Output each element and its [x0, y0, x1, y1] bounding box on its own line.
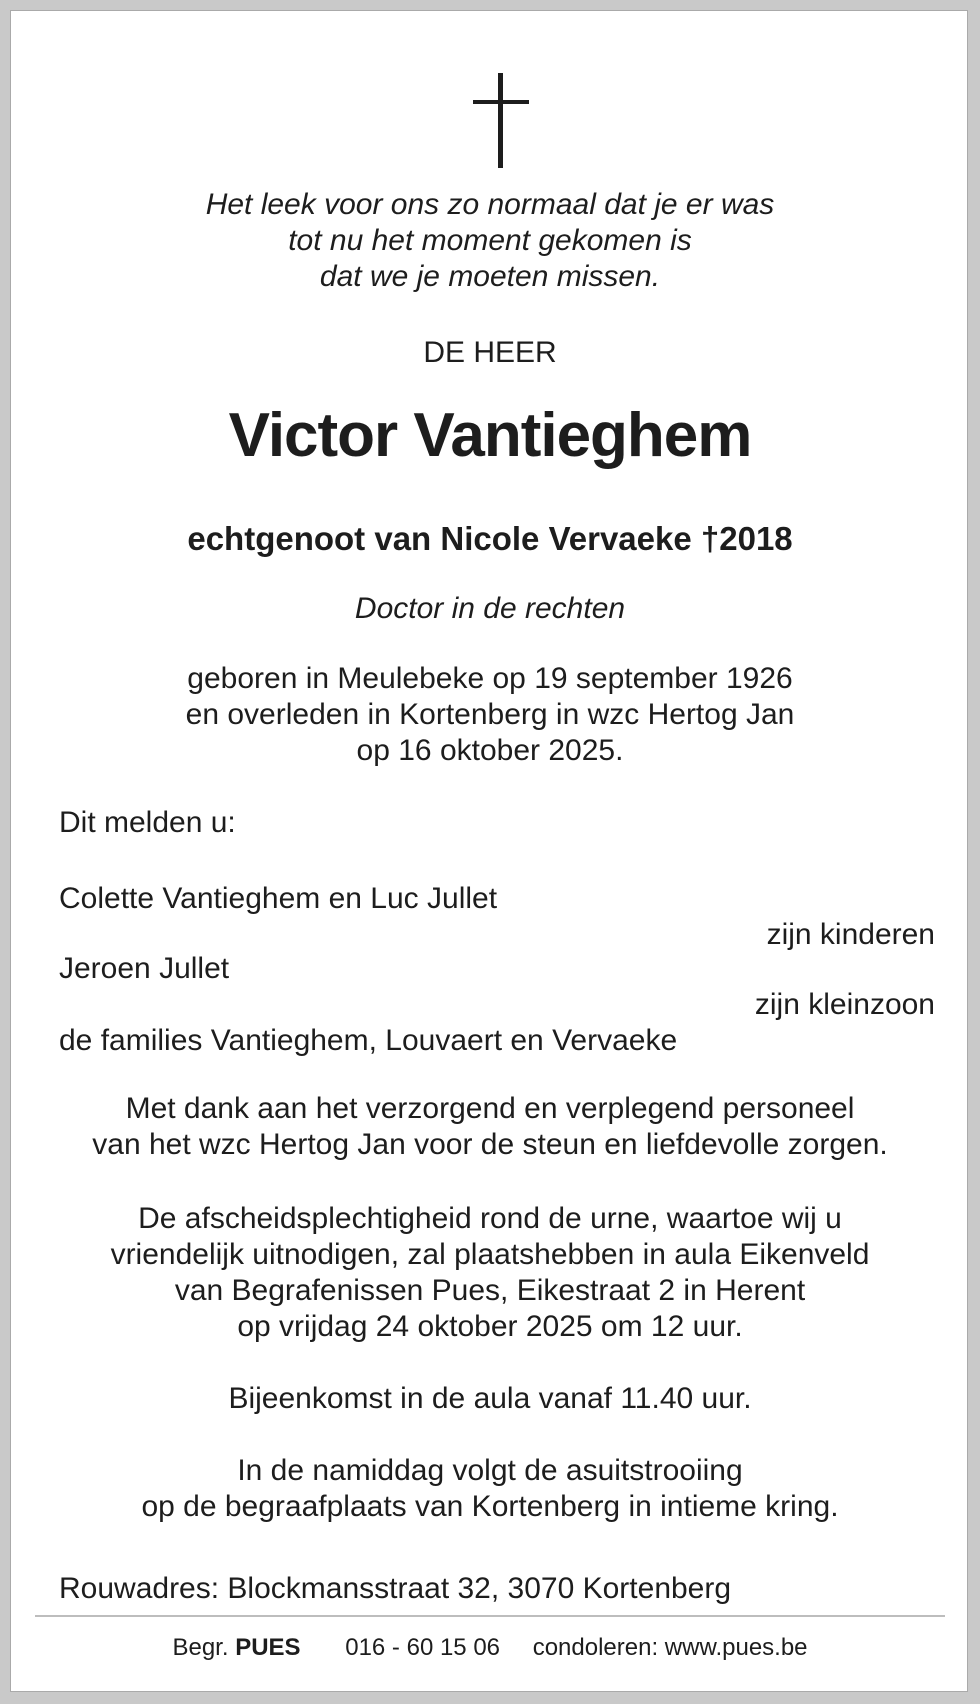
families-line: de families Vantieghem, Louvaert en Vervaeke: [59, 1024, 678, 1057]
ceremony-line-3: van Begrafenissen Pues, Eikestraat 2 in Herent: [174, 1274, 806, 1307]
footer-condolence-link[interactable]: condoleren: www.pues.be: [532, 1634, 808, 1661]
ceremony-line-4: op vrijdag 24 oktober 2025 om 12 uur.: [237, 1310, 743, 1343]
cross-icon: [473, 73, 529, 169]
grandson-role: zijn kleinzoon: [754, 988, 935, 1021]
grandson-name: Jeroen Jullet: [59, 952, 230, 985]
thanks-line-2: van het wzc Hertog Jan voor de steun en liefdevolle zorgen.: [92, 1128, 888, 1161]
spouse-line: echtgenoot van Nicole Vervaeke †2018: [187, 520, 793, 557]
honorific-title: DE HEER: [423, 336, 557, 369]
ceremony-line-2: vriendelijk uitnodigen, zal plaatshebben in aula Eikenveld: [110, 1238, 870, 1271]
life-line-2: en overleden in Kortenberg in wzc Hertog Jan: [185, 698, 795, 731]
deceased-name: Victor Vantieghem: [228, 401, 752, 470]
obituary-card: [10, 10, 968, 1692]
footer-divider: [35, 1615, 945, 1617]
verse-line-1: Het leek voor ons zo normaal dat je er was: [205, 188, 775, 221]
children-names: Colette Vantieghem en Luc Jullet: [59, 882, 498, 915]
footer-company: PUES: [235, 1634, 301, 1661]
profession: Doctor in de rechten: [354, 592, 626, 625]
gathering-text: Bijeenkomst in de aula vanaf 11.40 uur.: [228, 1382, 752, 1415]
verse-line-2: tot nu het moment gekomen is: [288, 224, 692, 257]
footer: [11, 1633, 969, 1663]
life-line-1: geboren in Meulebeke op 19 september 1926: [187, 662, 793, 695]
scattering-line-1: In de namiddag volgt de asuitstrooiing: [237, 1454, 743, 1487]
scattering-line-2: op de begraafplaats van Kortenberg in intieme kring.: [141, 1490, 839, 1523]
announce-text: Dit melden u:: [59, 806, 236, 839]
footer-phone: 016 - 60 15 06: [345, 1634, 501, 1661]
verse-line-3: dat we je moeten missen.: [319, 260, 661, 293]
ceremony-line-1: De afscheidsplechtigheid rond de urne, waartoe wij u: [138, 1202, 842, 1235]
mourning-address: Rouwadres: Blockmansstraat 32, 3070 Kortenberg: [59, 1572, 732, 1605]
footer-prefix: Begr.: [172, 1634, 229, 1661]
life-line-3: op 16 oktober 2025.: [356, 734, 624, 767]
thanks-line-1: Met dank aan het verzorgend en verplegend personeel: [125, 1092, 855, 1125]
children-role: zijn kinderen: [766, 918, 935, 951]
